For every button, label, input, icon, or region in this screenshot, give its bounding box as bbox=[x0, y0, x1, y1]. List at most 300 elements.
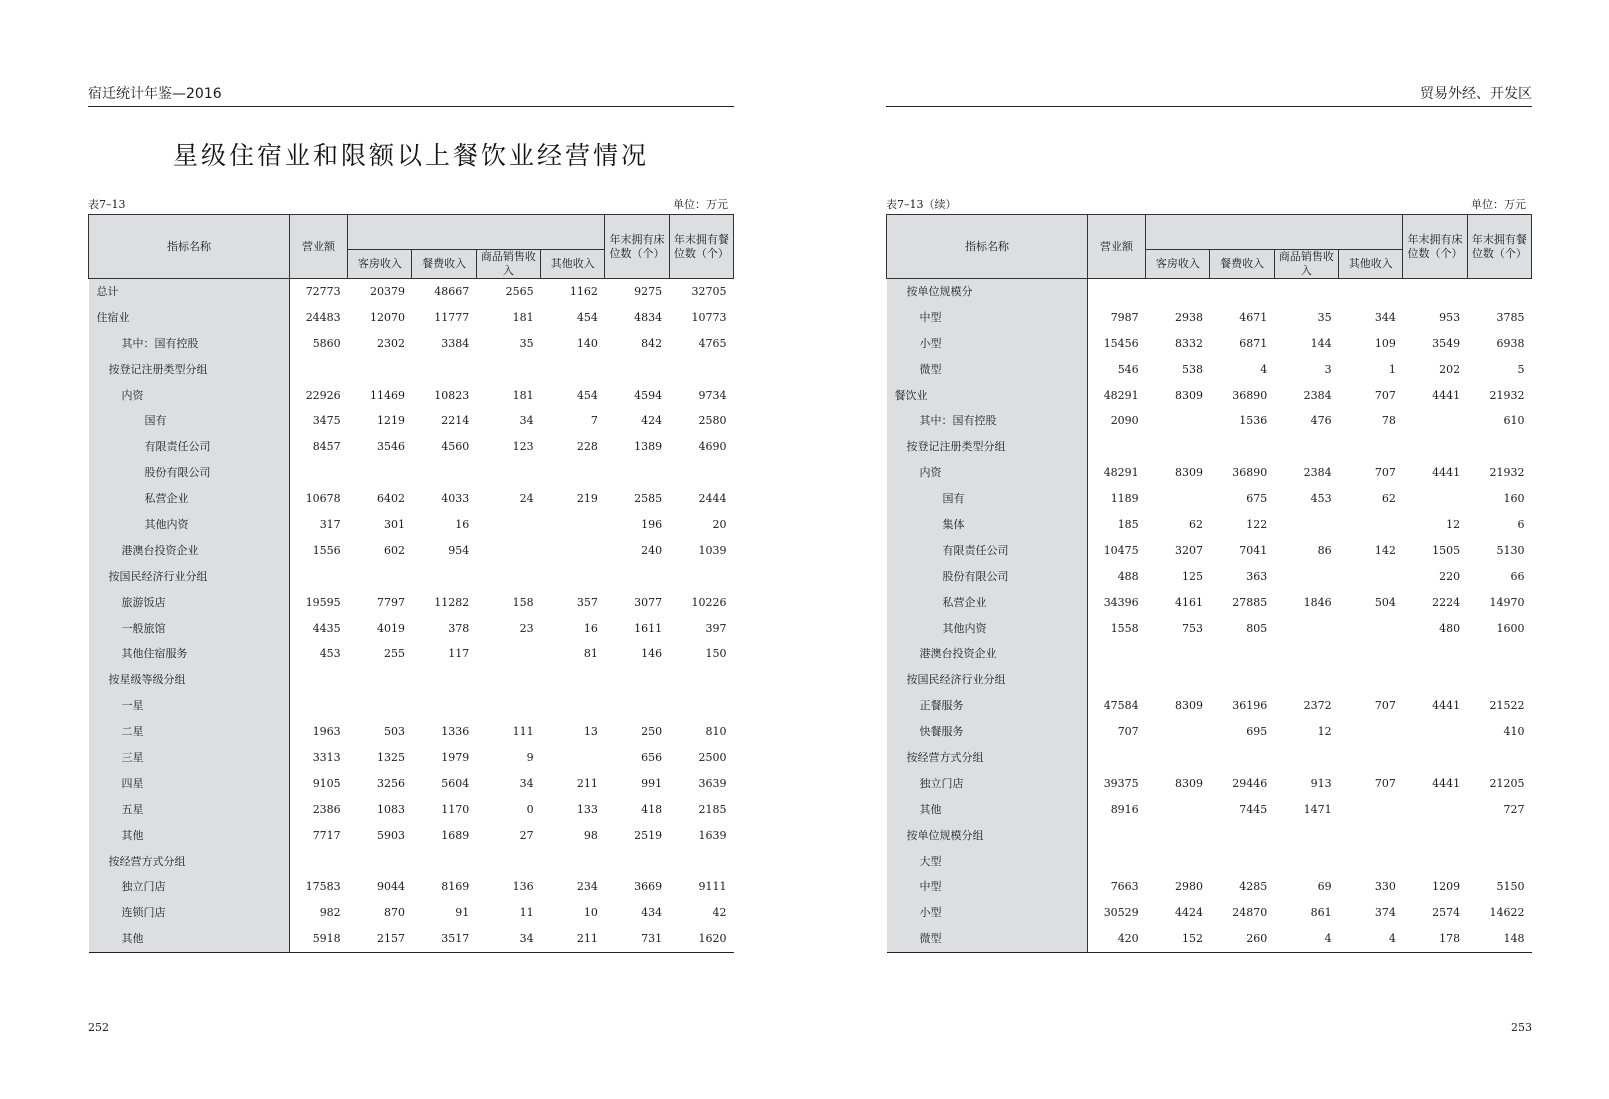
row-value: 219 bbox=[576, 492, 598, 506]
row-value: 24483 bbox=[305, 310, 341, 324]
row-label: 正餐服务 bbox=[887, 693, 1088, 719]
row-value bbox=[1146, 823, 1210, 849]
row-value bbox=[1087, 434, 1145, 460]
row-value: 8916 bbox=[1110, 802, 1139, 816]
table-row bbox=[887, 408, 1532, 434]
row-value: 3384 bbox=[441, 336, 470, 350]
row-label: 五星 bbox=[89, 797, 290, 823]
row-value: 17583 bbox=[305, 880, 341, 894]
row-value bbox=[1467, 434, 1531, 460]
row-label: 独立门店 bbox=[89, 874, 290, 900]
row-value bbox=[1210, 279, 1274, 305]
row-label: 按国民经济行业分组 bbox=[887, 667, 1088, 693]
row-label: 按经营方式分组 bbox=[89, 849, 290, 875]
row-value: 144 bbox=[1310, 336, 1332, 350]
row-value: 842 bbox=[641, 336, 663, 350]
row-label: 其他内资 bbox=[887, 616, 1088, 642]
row-value: 150 bbox=[705, 647, 727, 661]
row-value: 1963 bbox=[312, 725, 341, 739]
row-value bbox=[1274, 849, 1338, 875]
row-value bbox=[476, 693, 540, 719]
row-value: 656 bbox=[641, 750, 663, 764]
row-value bbox=[1467, 667, 1531, 693]
header-revenue-breakdown bbox=[1146, 215, 1403, 250]
row-label: 其中：国有控股 bbox=[887, 408, 1088, 434]
row-label: 股份有限公司 bbox=[887, 564, 1088, 590]
row-value bbox=[669, 693, 733, 719]
row-value: 35 bbox=[1317, 310, 1332, 324]
row-value bbox=[1146, 797, 1210, 823]
table-row bbox=[89, 279, 734, 305]
section-title: 贸易外经、开发区 bbox=[1420, 86, 1532, 102]
table-row bbox=[887, 590, 1532, 616]
row-value: 3207 bbox=[1174, 543, 1203, 557]
row-value bbox=[1274, 279, 1338, 305]
table-row bbox=[89, 305, 734, 331]
row-value bbox=[605, 849, 669, 875]
row-value bbox=[348, 849, 412, 875]
row-value: 453 bbox=[1310, 492, 1332, 506]
row-value: 125 bbox=[1181, 569, 1203, 583]
row-label: 内资 bbox=[887, 460, 1088, 486]
row-value bbox=[1403, 797, 1467, 823]
table-row bbox=[887, 331, 1532, 357]
row-value: 35 bbox=[519, 336, 534, 350]
header-indicator: 指标名称 bbox=[89, 215, 290, 279]
row-value: 2500 bbox=[698, 750, 727, 764]
row-value: 954 bbox=[448, 543, 470, 557]
row-value bbox=[1403, 667, 1467, 693]
row-value: 211 bbox=[541, 926, 605, 952]
row-value: 36890 bbox=[1232, 388, 1268, 402]
data-table-continued bbox=[886, 214, 1532, 953]
row-value bbox=[1339, 797, 1403, 823]
row-value: 0 bbox=[526, 802, 534, 816]
header-goods: 商品销售收入 bbox=[1274, 250, 1338, 279]
row-value: 136 bbox=[512, 880, 534, 894]
row-value: 1336 bbox=[441, 725, 470, 739]
header-seats: 年末拥有餐位数（个） bbox=[1467, 215, 1531, 279]
row-value: 453 bbox=[319, 647, 341, 661]
row-value: 5604 bbox=[441, 776, 470, 790]
row-value: 4285 bbox=[1239, 880, 1268, 894]
row-value bbox=[605, 564, 669, 590]
row-value: 695 bbox=[1246, 725, 1268, 739]
row-value: 21205 bbox=[1489, 776, 1525, 790]
row-value bbox=[476, 460, 540, 486]
row-value bbox=[541, 745, 605, 771]
row-value: 48291 bbox=[1103, 388, 1139, 402]
row-value: 1620 bbox=[669, 926, 733, 952]
row-value: 434 bbox=[641, 906, 663, 920]
row-value: 5918 bbox=[289, 926, 347, 952]
row-value: 158 bbox=[512, 595, 534, 609]
row-value bbox=[476, 564, 540, 590]
row-value: 7987 bbox=[1110, 310, 1139, 324]
table-row bbox=[89, 874, 734, 900]
header-room: 客房收入 bbox=[348, 250, 412, 279]
row-value: 3 bbox=[1324, 362, 1332, 376]
table-row bbox=[89, 900, 734, 926]
row-value bbox=[541, 460, 605, 486]
row-value: 228 bbox=[576, 440, 598, 454]
row-value: 503 bbox=[383, 725, 405, 739]
row-value: 2157 bbox=[348, 926, 412, 952]
table-row bbox=[887, 874, 1532, 900]
row-label: 有限责任公司 bbox=[887, 538, 1088, 564]
row-value: 1170 bbox=[441, 802, 470, 816]
left-page bbox=[88, 0, 734, 1099]
table-row bbox=[89, 434, 734, 460]
row-value: 3077 bbox=[634, 595, 663, 609]
row-label: 独立门店 bbox=[887, 771, 1088, 797]
row-value: 7445 bbox=[1239, 802, 1268, 816]
row-label: 住宿业 bbox=[89, 305, 290, 331]
row-label: 总计 bbox=[89, 279, 290, 305]
row-value: 66 bbox=[1510, 569, 1525, 583]
row-value: 42 bbox=[712, 906, 727, 920]
data-table bbox=[88, 214, 734, 953]
header-room: 客房收入 bbox=[1146, 250, 1210, 279]
row-value: 982 bbox=[319, 906, 341, 920]
row-label: 中型 bbox=[887, 874, 1088, 900]
table-meta bbox=[88, 196, 734, 212]
row-value: 10226 bbox=[691, 595, 727, 609]
row-value bbox=[476, 357, 540, 383]
row-value: 3313 bbox=[312, 750, 341, 764]
row-value: 3256 bbox=[376, 776, 405, 790]
row-value bbox=[476, 641, 540, 667]
row-value bbox=[1274, 512, 1338, 538]
table-row bbox=[89, 590, 734, 616]
row-value: 10678 bbox=[305, 492, 341, 506]
row-value: 27885 bbox=[1232, 595, 1268, 609]
row-value: 810 bbox=[705, 725, 727, 739]
row-value bbox=[1467, 745, 1531, 771]
row-value bbox=[1403, 279, 1467, 305]
row-value: 72773 bbox=[305, 284, 341, 298]
row-value bbox=[541, 849, 605, 875]
table-row bbox=[887, 745, 1532, 771]
row-value: 8309 bbox=[1174, 699, 1203, 713]
row-value bbox=[541, 693, 605, 719]
row-value bbox=[1210, 667, 1274, 693]
row-value bbox=[412, 693, 476, 719]
row-value bbox=[1087, 849, 1145, 875]
table-row bbox=[89, 719, 734, 745]
row-value: 34 bbox=[476, 926, 540, 952]
row-value: 2224 bbox=[1432, 595, 1461, 609]
row-value: 211 bbox=[576, 776, 598, 790]
row-value: 9105 bbox=[312, 776, 341, 790]
table-row bbox=[89, 460, 734, 486]
row-value: 301 bbox=[383, 517, 405, 531]
table-row bbox=[887, 797, 1532, 823]
row-value: 36196 bbox=[1232, 699, 1268, 713]
running-head bbox=[88, 84, 734, 107]
row-value bbox=[1339, 823, 1403, 849]
row-value: 4441 bbox=[1432, 388, 1461, 402]
row-value: 123 bbox=[512, 440, 534, 454]
row-value bbox=[1339, 512, 1403, 538]
header-beds: 年末拥有床位数（个） bbox=[605, 215, 669, 279]
row-value: 3546 bbox=[376, 440, 405, 454]
table-row bbox=[887, 719, 1532, 745]
row-value: 317 bbox=[319, 517, 341, 531]
row-value bbox=[541, 357, 605, 383]
row-value: 6402 bbox=[376, 492, 405, 506]
row-value bbox=[1087, 641, 1145, 667]
table-row bbox=[89, 667, 734, 693]
row-value: 3475 bbox=[312, 414, 341, 428]
table-row bbox=[887, 616, 1532, 642]
row-value: 62 bbox=[1381, 492, 1396, 506]
header-goods: 商品销售收入 bbox=[476, 250, 540, 279]
row-value: 546 bbox=[1117, 362, 1139, 376]
row-value bbox=[1146, 667, 1210, 693]
row-value: 4161 bbox=[1174, 595, 1203, 609]
row-value bbox=[1146, 849, 1210, 875]
row-value bbox=[476, 512, 540, 538]
row-value: 707 bbox=[1374, 699, 1396, 713]
row-value bbox=[412, 460, 476, 486]
table-row bbox=[89, 538, 734, 564]
row-value bbox=[289, 667, 347, 693]
row-value: 913 bbox=[1310, 776, 1332, 790]
table-row bbox=[89, 616, 734, 642]
row-value: 133 bbox=[576, 802, 598, 816]
row-value: 8332 bbox=[1174, 336, 1203, 350]
row-value: 397 bbox=[705, 621, 727, 635]
row-label: 按经营方式分组 bbox=[887, 745, 1088, 771]
row-value bbox=[541, 667, 605, 693]
row-value: 488 bbox=[1117, 569, 1139, 583]
row-value bbox=[1403, 849, 1467, 875]
header-food: 餐费收入 bbox=[412, 250, 476, 279]
row-value: 21522 bbox=[1489, 699, 1525, 713]
row-value: 10773 bbox=[691, 310, 727, 324]
row-label: 其他内资 bbox=[89, 512, 290, 538]
row-value bbox=[1210, 641, 1274, 667]
row-value bbox=[1146, 434, 1210, 460]
row-value bbox=[1087, 667, 1145, 693]
row-value: 11777 bbox=[434, 310, 470, 324]
row-value: 27 bbox=[519, 828, 534, 842]
row-value: 9275 bbox=[634, 284, 663, 298]
table-row bbox=[887, 900, 1532, 926]
row-value: 1083 bbox=[376, 802, 405, 816]
table-row bbox=[887, 849, 1532, 875]
row-value bbox=[669, 667, 733, 693]
row-value: 610 bbox=[1503, 414, 1525, 428]
row-label: 二星 bbox=[89, 719, 290, 745]
row-value: 122 bbox=[1246, 517, 1268, 531]
row-value: 344 bbox=[1374, 310, 1396, 324]
row-value bbox=[1403, 719, 1467, 745]
row-value: 185 bbox=[1117, 517, 1139, 531]
row-label: 私营企业 bbox=[887, 590, 1088, 616]
row-value: 220 bbox=[1439, 569, 1461, 583]
row-value: 14622 bbox=[1489, 906, 1525, 920]
row-value bbox=[289, 460, 347, 486]
row-value: 5130 bbox=[1496, 543, 1525, 557]
row-value bbox=[289, 357, 347, 383]
row-value bbox=[1403, 434, 1467, 460]
row-label: 港澳台投资企业 bbox=[89, 538, 290, 564]
table-row bbox=[887, 305, 1532, 331]
row-value: 2384 bbox=[1303, 388, 1332, 402]
row-value bbox=[348, 564, 412, 590]
row-value: 3639 bbox=[698, 776, 727, 790]
row-value: 117 bbox=[448, 647, 470, 661]
row-value: 8309 bbox=[1174, 776, 1203, 790]
table-row bbox=[89, 357, 734, 383]
row-value: 2580 bbox=[698, 414, 727, 428]
row-value: 357 bbox=[576, 595, 598, 609]
page-number: 253 bbox=[1511, 1021, 1532, 1034]
row-value: 10475 bbox=[1103, 543, 1139, 557]
row-value: 4834 bbox=[634, 310, 663, 324]
row-value: 142 bbox=[1374, 543, 1396, 557]
row-value bbox=[1146, 279, 1210, 305]
row-value: 1611 bbox=[634, 621, 663, 635]
row-value bbox=[412, 849, 476, 875]
row-value: 2386 bbox=[312, 802, 341, 816]
row-value: 1979 bbox=[441, 750, 470, 764]
row-value: 255 bbox=[383, 647, 405, 661]
row-value: 2302 bbox=[376, 336, 405, 350]
table-row bbox=[89, 823, 734, 849]
row-value bbox=[289, 564, 347, 590]
row-value: 5150 bbox=[1496, 880, 1525, 894]
row-value bbox=[476, 667, 540, 693]
row-value: 47584 bbox=[1103, 699, 1139, 713]
row-value bbox=[1210, 849, 1274, 875]
row-label: 按单位规模分 bbox=[887, 279, 1088, 305]
row-value bbox=[1274, 564, 1338, 590]
row-value: 1471 bbox=[1303, 802, 1332, 816]
row-value bbox=[476, 538, 540, 564]
row-value bbox=[605, 667, 669, 693]
table-row bbox=[887, 641, 1532, 667]
row-value bbox=[1339, 564, 1403, 590]
row-value bbox=[1339, 434, 1403, 460]
row-value: 1325 bbox=[376, 750, 405, 764]
row-label: 连锁门店 bbox=[89, 900, 290, 926]
row-value: 8309 bbox=[1174, 388, 1203, 402]
row-value: 81 bbox=[583, 647, 598, 661]
row-value: 34 bbox=[519, 414, 534, 428]
row-value: 3549 bbox=[1432, 336, 1461, 350]
row-value: 1189 bbox=[1110, 492, 1139, 506]
row-label: 股份有限公司 bbox=[89, 460, 290, 486]
row-value bbox=[669, 357, 733, 383]
row-value: 260 bbox=[1210, 926, 1274, 952]
table-row bbox=[89, 641, 734, 667]
row-value bbox=[1087, 279, 1145, 305]
row-value: 1209 bbox=[1432, 880, 1461, 894]
row-value: 1846 bbox=[1303, 595, 1332, 609]
row-value: 476 bbox=[1310, 414, 1332, 428]
row-value: 9111 bbox=[698, 880, 727, 894]
row-value: 2585 bbox=[634, 492, 663, 506]
row-value: 6 bbox=[1517, 517, 1525, 531]
row-value: 363 bbox=[1246, 569, 1268, 583]
row-value: 1639 bbox=[698, 828, 727, 842]
table-code: 表7–13 bbox=[88, 198, 126, 211]
right-page bbox=[886, 0, 1532, 1099]
row-value: 1 bbox=[1388, 362, 1396, 376]
table-row bbox=[887, 771, 1532, 797]
row-value: 1505 bbox=[1432, 543, 1461, 557]
row-label: 微型 bbox=[887, 357, 1088, 383]
row-value: 4033 bbox=[441, 492, 470, 506]
row-label: 微型 bbox=[887, 926, 1088, 952]
running-head bbox=[886, 84, 1532, 107]
row-value: 953 bbox=[1439, 310, 1461, 324]
table-row bbox=[887, 357, 1532, 383]
row-value bbox=[1274, 823, 1338, 849]
row-value bbox=[348, 460, 412, 486]
row-value: 454 bbox=[576, 388, 598, 402]
table-row bbox=[887, 926, 1532, 952]
row-value: 5 bbox=[1517, 362, 1525, 376]
row-value: 62 bbox=[1188, 517, 1203, 531]
row-value bbox=[1274, 745, 1338, 771]
row-value: 15456 bbox=[1103, 336, 1139, 350]
row-value: 2185 bbox=[698, 802, 727, 816]
row-value: 7663 bbox=[1110, 880, 1139, 894]
row-label: 三星 bbox=[89, 745, 290, 771]
table-unit: 单位：万元 bbox=[673, 198, 728, 211]
row-value: 2214 bbox=[441, 414, 470, 428]
header-other: 其他收入 bbox=[1339, 250, 1403, 279]
row-value: 1219 bbox=[376, 414, 405, 428]
row-value: 78 bbox=[1381, 414, 1396, 428]
table-row bbox=[887, 486, 1532, 512]
row-value: 178 bbox=[1403, 926, 1467, 952]
row-value: 8169 bbox=[441, 880, 470, 894]
table-row bbox=[887, 693, 1532, 719]
row-value bbox=[1146, 486, 1210, 512]
row-value bbox=[1146, 745, 1210, 771]
row-value: 1162 bbox=[569, 284, 598, 298]
row-value: 3517 bbox=[412, 926, 476, 952]
row-value: 4441 bbox=[1432, 776, 1461, 790]
row-value: 11282 bbox=[434, 595, 470, 609]
row-label: 大型 bbox=[887, 849, 1088, 875]
row-label: 其他 bbox=[89, 926, 290, 952]
row-value: 24870 bbox=[1232, 906, 1268, 920]
row-value bbox=[1339, 849, 1403, 875]
row-value bbox=[412, 564, 476, 590]
row-value: 374 bbox=[1374, 906, 1396, 920]
header-revenue: 营业额 bbox=[1087, 215, 1145, 279]
row-value: 240 bbox=[641, 543, 663, 557]
row-value: 602 bbox=[383, 543, 405, 557]
row-label: 有限责任公司 bbox=[89, 434, 290, 460]
table-row bbox=[89, 797, 734, 823]
row-label: 四星 bbox=[89, 771, 290, 797]
row-label: 餐饮业 bbox=[887, 383, 1088, 409]
row-value: 21932 bbox=[1489, 388, 1525, 402]
row-value: 538 bbox=[1181, 362, 1203, 376]
row-value: 16 bbox=[583, 621, 598, 635]
row-value: 4441 bbox=[1432, 466, 1461, 480]
row-value: 4671 bbox=[1239, 310, 1268, 324]
row-value: 707 bbox=[1374, 388, 1396, 402]
row-value bbox=[348, 667, 412, 693]
